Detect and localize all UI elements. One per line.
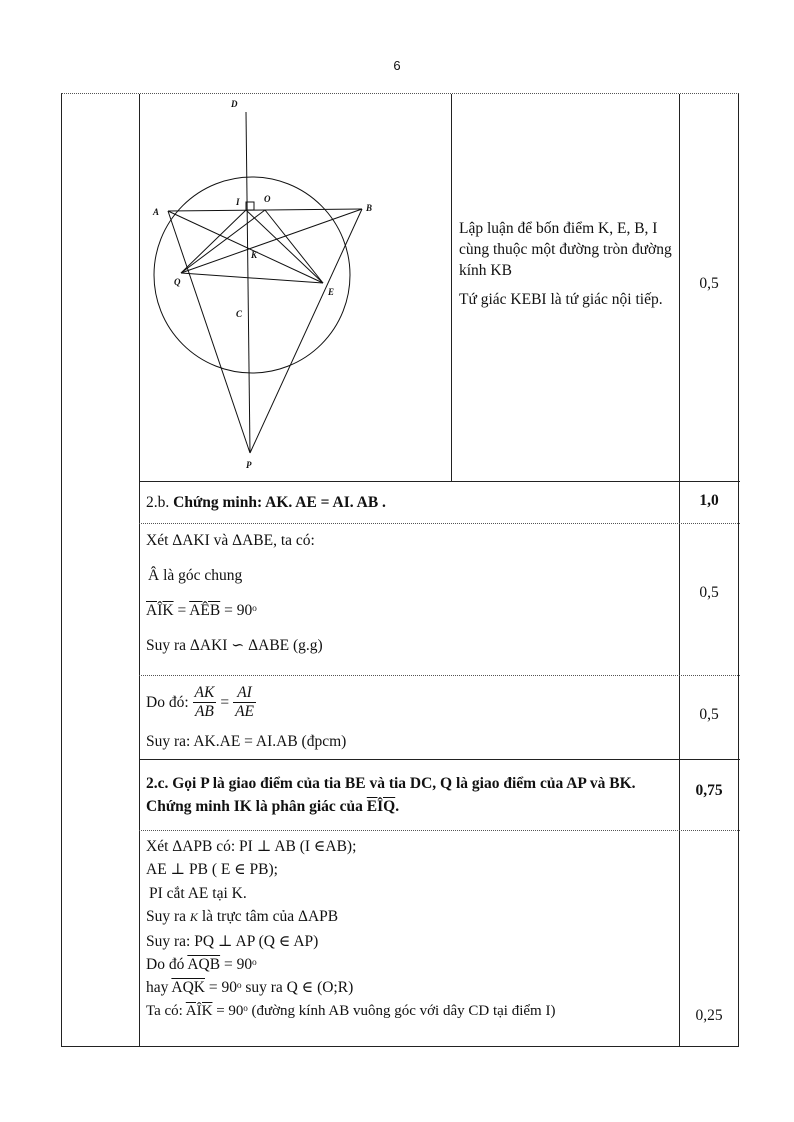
line-qi: [181, 210, 246, 273]
col-divider-3: [679, 94, 680, 1046]
line-bp: [250, 209, 362, 453]
row-2b-1-line1: Xét ΔAKI và ΔABE, ta có:: [146, 532, 315, 549]
angle-aik: $\overline{AÎK}$: [146, 602, 174, 619]
label-e: E: [328, 287, 335, 297]
row-2c-1-line5: Suy ra: PQ ⊥ AP (Q ∈ AP): [146, 932, 319, 950]
page-number: 6: [393, 58, 401, 73]
angle-aqk: $\overline{AQK}$: [171, 979, 205, 997]
row-2b-1-line2: Â là góc chung: [148, 567, 243, 584]
row-2b-2-line1: Do đó: $\frac{AK}{AB}$ = $\frac{AI}{AE}$: [146, 684, 254, 720]
angle-eiq: $\overline{EÎQ}$: [366, 798, 396, 815]
row-2c-1-score: 0,25: [695, 1007, 723, 1024]
angle-aeb: $\overline{AÊB}$: [189, 602, 221, 619]
label-q: Q: [174, 277, 181, 287]
line-ie: [246, 210, 323, 283]
frac2-den: AE: [235, 703, 254, 720]
label-k: K: [251, 250, 258, 260]
section-2c-suffix: .: [395, 798, 400, 815]
row-2c-1-line6: Do đó $\overline{AQB}$ = 90ᵒ: [146, 956, 257, 974]
angle-aik-2: $\overline{AÎK}$: [185, 1002, 213, 1019]
row1-score: 0,5: [699, 275, 719, 292]
line-oe: [265, 210, 323, 283]
orthocenter-k: K: [189, 910, 198, 925]
section-2c-heading: [146, 772, 674, 818]
row-2c-1-line3: PI cắt AE tại K.: [149, 884, 247, 902]
section-2b-score: 1,0: [699, 492, 719, 509]
row1-paragraph-1: Lập luận để bốn điểm K, E, B, I cùng thuộc một đường tròn đường kính KB: [459, 220, 672, 279]
line-ae: [168, 211, 323, 283]
row-2b-2-text: [146, 684, 676, 752]
geometry-diagram: [140, 95, 450, 480]
row-line-3: [139, 675, 740, 676]
frac1-num: AK: [194, 684, 215, 701]
row-line-1: [139, 481, 740, 482]
angle-value: = 90ᵒ: [220, 602, 257, 619]
col-divider-2: [451, 94, 452, 481]
row-line-5: [139, 830, 740, 831]
label-p: P: [246, 460, 252, 470]
section-2b-heading: [146, 492, 676, 513]
fraction-ai-ae: [233, 684, 256, 721]
row-2c-1-line1: Xét ΔAPB có: PI ⊥ AB (I ∈AB);: [146, 838, 357, 855]
row-2b-2-prefix: Do đó:: [146, 694, 193, 711]
label-b: B: [366, 203, 373, 213]
row-line-2: [139, 523, 740, 524]
line-dp: [246, 112, 250, 453]
row-2c-1-line4: Suy ra K là trực tâm của ΔAPB: [146, 908, 339, 926]
fraction-ak-ab: [193, 684, 217, 721]
row1-text: [459, 218, 677, 310]
label-o: O: [264, 194, 271, 204]
section-2b-prefix: 2.b.: [146, 494, 174, 511]
row-2c-1-line7: hay $\overline{AQK}$ = 90ᵒ suy ra Q ∈ (O;R): [146, 979, 354, 997]
row-line-4: [139, 759, 740, 760]
row-2c-1-line8: Ta có: $\overline{AÎK}$ = 90ᵒ (đường kính AB vuông góc với dây CD tại điểm I): [146, 1002, 556, 1019]
section-2b-title: Chứng minh: AK. AE = AI. AB .: [173, 494, 386, 511]
answer-table: [61, 93, 739, 1047]
line-ap: [168, 211, 250, 453]
section-2c-title: 2.c. Gọi P là giao điểm của tia BE và tia DC, Q là giao điểm của AP và BK. Chứng minh IK là phân giác của: [146, 775, 636, 815]
row-2b-1-score: 0,5: [699, 584, 719, 601]
row-2b-1-line4: Suy ra ΔAKI ∽ ΔABE (g.g): [146, 637, 323, 654]
angle-aqb: $\overline{AQB}$: [187, 956, 221, 974]
label-c: C: [236, 309, 243, 319]
row-2c-1-line2: AE ⊥ PB ( E ∈ PB);: [146, 861, 278, 879]
frac2-num: AI: [233, 684, 256, 703]
row1-paragraph-2: Tứ giác KEBI là tứ giác nội tiếp.: [459, 291, 663, 308]
row-2b-1-line3: $\overline{AÎK} = \overline{AÊB}$ = 90ᵒ: [146, 602, 257, 619]
line-qo: [181, 210, 265, 273]
circle-o: [154, 177, 350, 373]
frac1-den: AB: [194, 703, 214, 720]
label-a: A: [153, 207, 160, 217]
label-d: D: [231, 99, 238, 109]
line-qe: [181, 273, 323, 283]
row-2b-1-text: [146, 530, 676, 656]
section-2c-score: 0,75: [695, 782, 723, 799]
row-2b-2-score: 0,5: [699, 706, 719, 723]
label-i: I: [236, 197, 240, 207]
row-2c-1-text: [146, 835, 676, 1023]
row-2b-2-line2: Suy ra: AK.AE = AI.AB (đpcm): [146, 733, 347, 750]
